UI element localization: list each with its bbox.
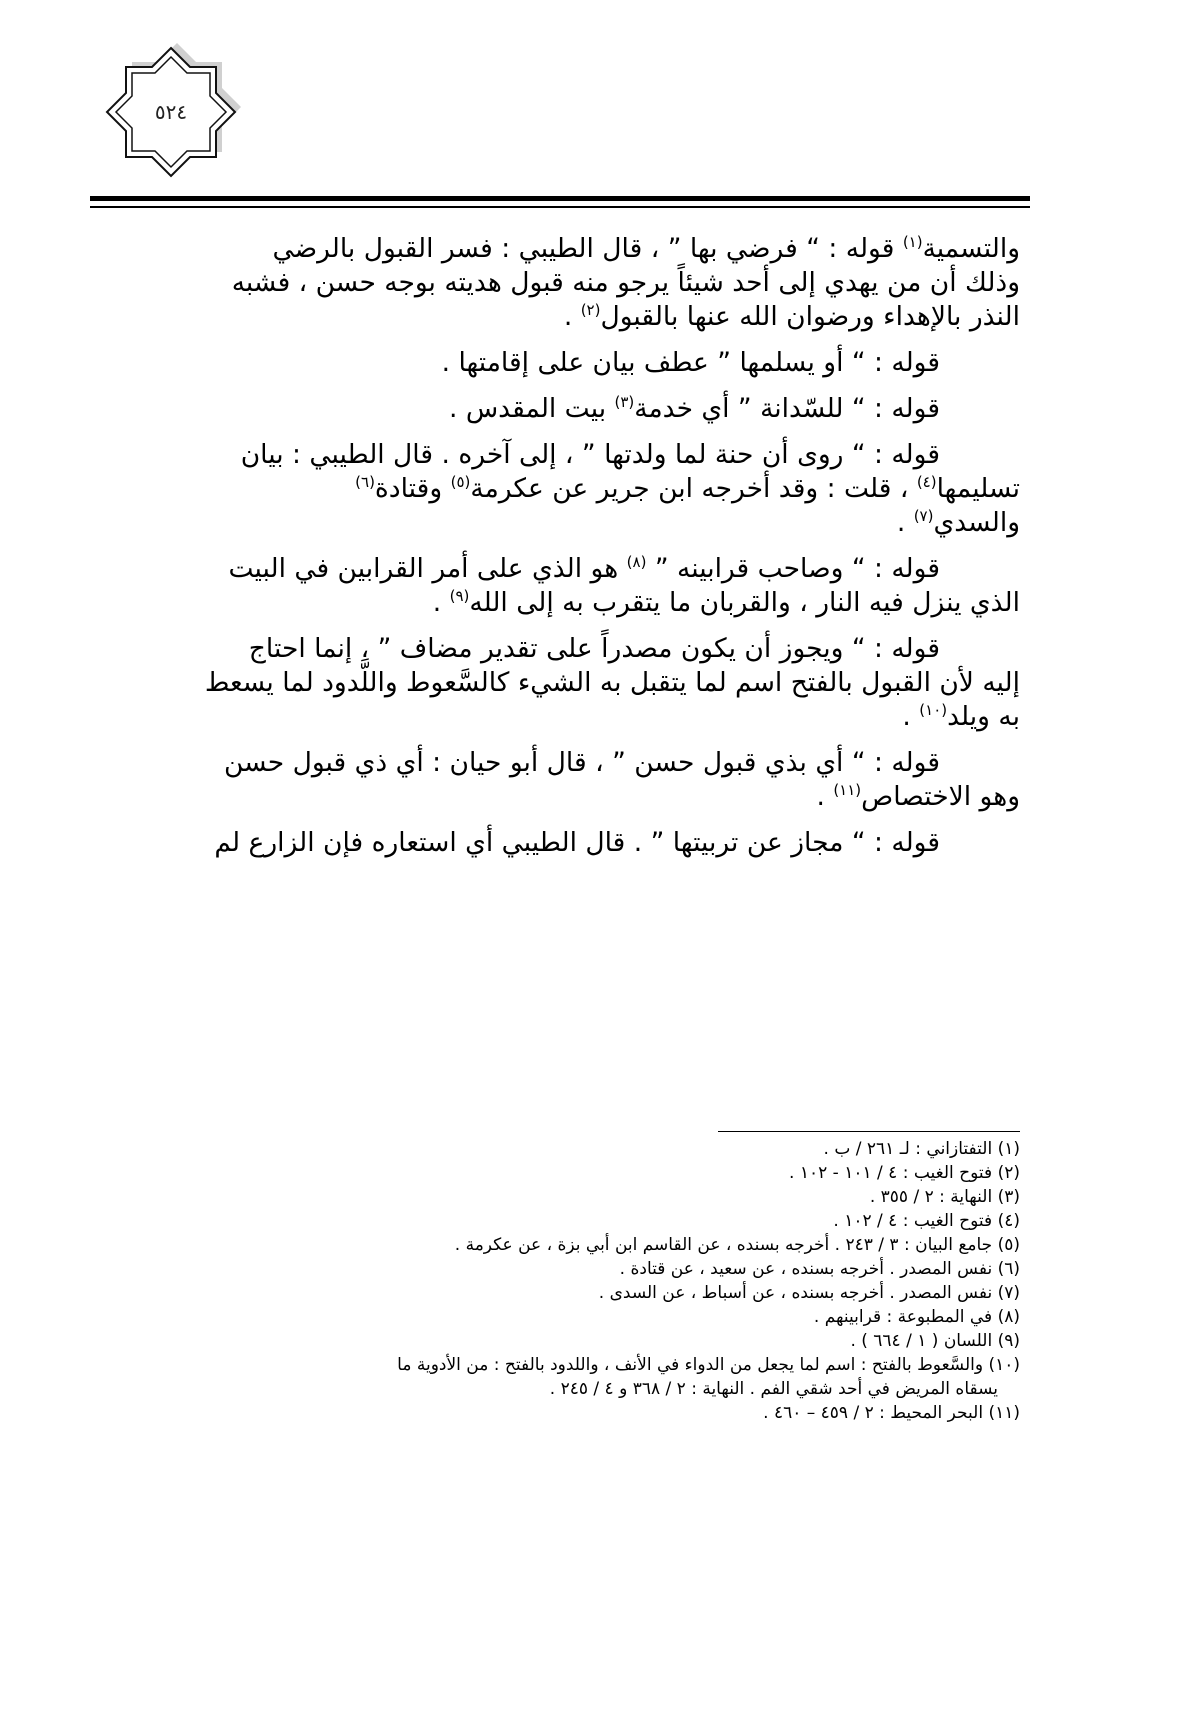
footnote: (١٠) والسَّعوط بالفتح : اسم لما يجعل من الدواء في الأنف ، واللدود بالفتح : من الأدوية ما: [397, 1355, 1020, 1375]
text-run: الذي ينزل فيه النار ، والقربان ما يتقرب به إلى الله: [469, 587, 1020, 618]
text-run: هو الذي على أمر القرابين في البيت: [228, 553, 627, 584]
text-run: قوله : “ روى أن حنة لما ولدتها ” ، إلى آخره . قال الطيبي : بيان: [240, 439, 940, 470]
text-run: قوله : “ ويجوز أن يكون مصدراً على تقدير مضاف ” ، إنما احتاج: [248, 633, 940, 664]
text-run: وقتادة: [374, 473, 451, 504]
footnote: (٤) فتوح الغيب : ٤ / ١٠٢ .: [833, 1211, 1020, 1231]
text-run: قوله : “ وصاحب قرابينه ”: [646, 553, 940, 584]
text-run: .: [432, 587, 450, 618]
footnote-ref: (١٠): [919, 701, 948, 719]
paragraph: [155, 552, 1020, 620]
text-run: إليه لأن القبول بالفتح اسم لما يتقبل به الشيء كالسَّعوط واللَّدود لما يسعط: [204, 667, 1020, 698]
paragraph: [155, 632, 1020, 734]
page-number: ٥٢٤: [154, 100, 188, 124]
footnote: (٥) جامع البيان : ٣ / ٢٤٣ . أخرجه بسنده ، عن القاسم ابن أبي بزة ، عن عكرمة .: [454, 1235, 1020, 1255]
footnote-ref: (٨): [626, 553, 647, 571]
text-run: قوله : “ أو يسلمها ” عطف بيان على إقامتها .: [441, 347, 940, 378]
text-run: به ويلد: [947, 701, 1020, 732]
footnote-ref: (٧): [913, 507, 934, 525]
text-run: والسدي: [933, 507, 1020, 538]
footnote-separator: [718, 1131, 1020, 1132]
text-run: قوله : “ للسّدانة ” أي خدمة: [634, 393, 940, 424]
footnote: (٣) النهاية : ٢ / ٣٥٥ .: [869, 1187, 1020, 1207]
footnote: (١١) البحر المحيط : ٢ / ٤٥٩ – ٤٦٠ .: [763, 1403, 1020, 1423]
text-run: وذلك أن من يهدي إلى أحد شيئاً يرجو منه قبول هديته بوجه حسن ، فشبه: [231, 267, 1020, 298]
footnote-ref: (٣): [614, 393, 635, 411]
text-run: والتسمية: [922, 233, 1020, 264]
text-run: تسليمها: [936, 473, 1020, 504]
footnote: (٨) في المطبوعة : قرابينهم .: [813, 1307, 1020, 1327]
footnote: (١) التفتازاني : لـ ٢٦١ / ب .: [823, 1139, 1020, 1159]
footnote-ref: (١١): [833, 781, 862, 799]
footnote-ref: (٥): [450, 473, 471, 491]
text-run: قوله : “ مجاز عن تربيتها ” . قال الطيبي أي استعاره فإن الزارع لم: [214, 827, 940, 858]
footnote: (٧) نفس المصدر . أخرجه بسنده ، عن أسباط ، عن السدى .: [598, 1283, 1020, 1303]
text-run: بيت المقدس .: [448, 393, 615, 424]
footnote-ref: (٩): [449, 587, 470, 605]
text-run: قوله : “ أي بذي قبول حسن ” ، قال أبو حيان : أي ذي قبول حسن: [223, 747, 940, 778]
paragraph: [155, 346, 1020, 380]
text-run: .: [896, 507, 914, 538]
paragraph: [155, 232, 1020, 334]
footnote-ref: (١): [902, 233, 923, 251]
footnote-ref: (٦): [355, 473, 375, 491]
header-rule-thick: [90, 196, 1030, 201]
text-run: .: [563, 301, 581, 332]
paragraph: [155, 438, 1020, 540]
footnote: (٩) اللسان ( ١ / ٦٦٤ ) .: [850, 1331, 1020, 1351]
footnote: يسقاه المريض في أحد شقي الفم . النهاية : ٢ / ٣٦٨ و ٤ / ٢٤٥ .: [549, 1379, 998, 1399]
footnote-ref: (٢): [580, 301, 601, 319]
text-run: قوله : “ فرضي بها ” ، قال الطيبي : فسر القبول بالرضي: [272, 233, 903, 264]
paragraph: [155, 392, 1020, 426]
text-run: ، قلت : وقد أخرجه ابن جرير عن عكرمة: [470, 473, 917, 504]
text-run: .: [816, 781, 834, 812]
main-text: [155, 232, 1020, 872]
page-number-badge: [96, 42, 246, 182]
footnotes: [150, 1137, 1020, 1425]
text-run: النذر بالإهداء ورضوان الله عنها بالقبول: [600, 301, 1020, 332]
footnote: (٦) نفس المصدر . أخرجه بسنده ، عن سعيد ، عن قتادة .: [619, 1259, 1020, 1279]
paragraph: [155, 826, 1020, 860]
footnote: (٢) فتوح الغيب : ٤ / ١٠١ - ١٠٢ .: [789, 1163, 1020, 1183]
footnote-ref: (٤): [916, 473, 937, 491]
text-run: .: [902, 701, 920, 732]
text-run: وهو الاختصاص: [861, 781, 1020, 812]
paragraph: [155, 746, 1020, 814]
header-rule-thin: [90, 206, 1030, 208]
